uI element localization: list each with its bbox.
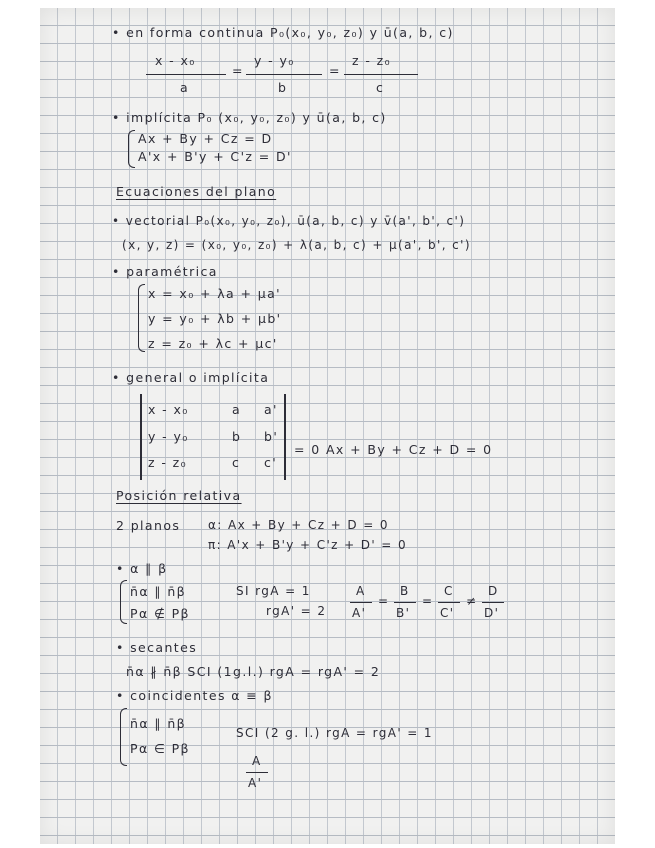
cont-numerator-x: x - x₀ xyxy=(155,53,196,68)
plane-section-title: Ecuaciones del plano xyxy=(116,184,277,199)
cont-fraction-line-z xyxy=(344,74,418,75)
determinant-left-bar xyxy=(140,394,142,480)
vectorial-equation: (x, y, z) = (x₀, y₀, z₀) + λ(a, b, c) + μ(a', b', c') xyxy=(122,238,471,252)
parallel-points: Pα ∉ Pβ xyxy=(130,606,190,621)
implicita-brace xyxy=(128,130,135,168)
parallel-brace xyxy=(120,580,127,624)
determinant-right-bar xyxy=(284,394,286,480)
cont-numerator-z: z - z₀ xyxy=(352,53,391,68)
implicita-heading: • implícita P₀ (x₀, y₀, z₀) y ū(a, b, c) xyxy=(112,110,387,125)
ratio-d-numerator: D xyxy=(488,584,499,598)
parallel-normals: n̄α ∥ n̄β xyxy=(130,584,187,599)
secantes-equation: n̄α ∦ n̄β SCI (1g.l.) rgA = rgA' = 2 xyxy=(126,664,381,679)
ratio-c-numerator: C xyxy=(444,584,454,598)
general-heading: • general o implícita xyxy=(112,370,270,385)
coin-ratio-denominator: A' xyxy=(248,776,263,790)
ratio-a-line xyxy=(350,602,372,603)
general-result: = 0 Ax + By + Cz + D = 0 xyxy=(294,442,493,457)
coincidentes-heading: • coincidentes α ≡ β xyxy=(116,688,273,703)
cont-denominator-b: b xyxy=(278,80,288,95)
coincidentes-points: Pα ∈ Pβ xyxy=(130,741,190,756)
cont-fraction-line-x xyxy=(146,74,226,75)
det-cell-r2c2: b xyxy=(232,429,242,444)
coincidentes-normals: n̄α ∥ n̄β xyxy=(130,716,187,731)
cont-numerator-y: y - y₀ xyxy=(254,53,295,68)
cont-equals-1: = xyxy=(232,63,244,78)
coin-ratio-line xyxy=(246,772,268,773)
plane-alpha-equation: α: Ax + By + Cz + D = 0 xyxy=(208,518,389,532)
implicita-eq-1: Ax + By + Cz = D xyxy=(138,131,273,146)
det-cell-r1c2: a xyxy=(232,402,242,417)
det-cell-r1c1: x - x₀ xyxy=(148,402,189,417)
coincidentes-brace xyxy=(120,708,127,766)
det-cell-r3c2: c xyxy=(232,455,241,470)
ratio-a-denominator: A' xyxy=(352,606,367,620)
continua-heading: • en forma continua P₀(x₀, y₀, z₀) y ū(a, b, c) xyxy=(112,25,454,40)
posicion-section-title: Posición relativa xyxy=(116,488,242,503)
parametrica-heading: • paramétrica xyxy=(112,264,218,279)
coin-ratio-numerator: A xyxy=(252,754,262,768)
ratio-d-line xyxy=(482,602,504,603)
param-eq-x: x = x₀ + λa + μa' xyxy=(148,286,281,301)
det-cell-r3c3: c' xyxy=(264,455,278,470)
ratio-c-denominator: C' xyxy=(440,606,455,620)
det-cell-r2c3: b' xyxy=(264,429,279,444)
cont-equals-2: = xyxy=(329,63,341,78)
parallel-rank-a-prime: rgA' = 2 xyxy=(266,604,327,618)
ratio-equals-1: = xyxy=(378,594,390,608)
ratio-not-equal: ≠ xyxy=(466,594,478,608)
plane-pi-equation: π: A'x + B'y + C'z + D' = 0 xyxy=(208,538,408,552)
det-cell-r1c3: a' xyxy=(264,402,278,417)
ratio-b-denominator: B' xyxy=(396,606,411,620)
cont-denominator-a: a xyxy=(180,80,190,95)
param-eq-y: y = y₀ + λb + μb' xyxy=(148,311,282,326)
cont-denominator-c: c xyxy=(376,80,385,95)
implicita-eq-2: A'x + B'y + C'z = D' xyxy=(138,149,292,164)
secantes-heading: • secantes xyxy=(116,640,198,655)
param-eq-z: z = z₀ + λc + μc' xyxy=(148,336,278,351)
cont-fraction-line-y xyxy=(246,74,322,75)
ratio-b-numerator: B xyxy=(400,584,410,598)
det-cell-r2c1: y - y₀ xyxy=(148,429,189,444)
ratio-a-numerator: A xyxy=(356,584,366,598)
ratio-b-line xyxy=(394,602,416,603)
coincidentes-sci: SCI (2 g. l.) rgA = rgA' = 1 xyxy=(236,726,433,740)
two-planes-label: 2 planos xyxy=(116,518,181,533)
ratio-c-line xyxy=(438,602,460,603)
notebook-page xyxy=(40,8,615,844)
parallel-si-rank-a: SI rgA = 1 xyxy=(236,584,311,598)
ratio-equals-2: = xyxy=(422,594,434,608)
det-cell-r3c1: z - z₀ xyxy=(148,455,187,470)
vectorial-heading: • vectorial P₀(x₀, y₀, z₀), ū(a, b, c) y v̄(a', b', c') xyxy=(112,214,466,228)
parametrica-brace xyxy=(138,284,145,352)
ratio-d-denominator: D' xyxy=(484,606,500,620)
parallel-heading: • α ∥ β xyxy=(116,561,168,576)
